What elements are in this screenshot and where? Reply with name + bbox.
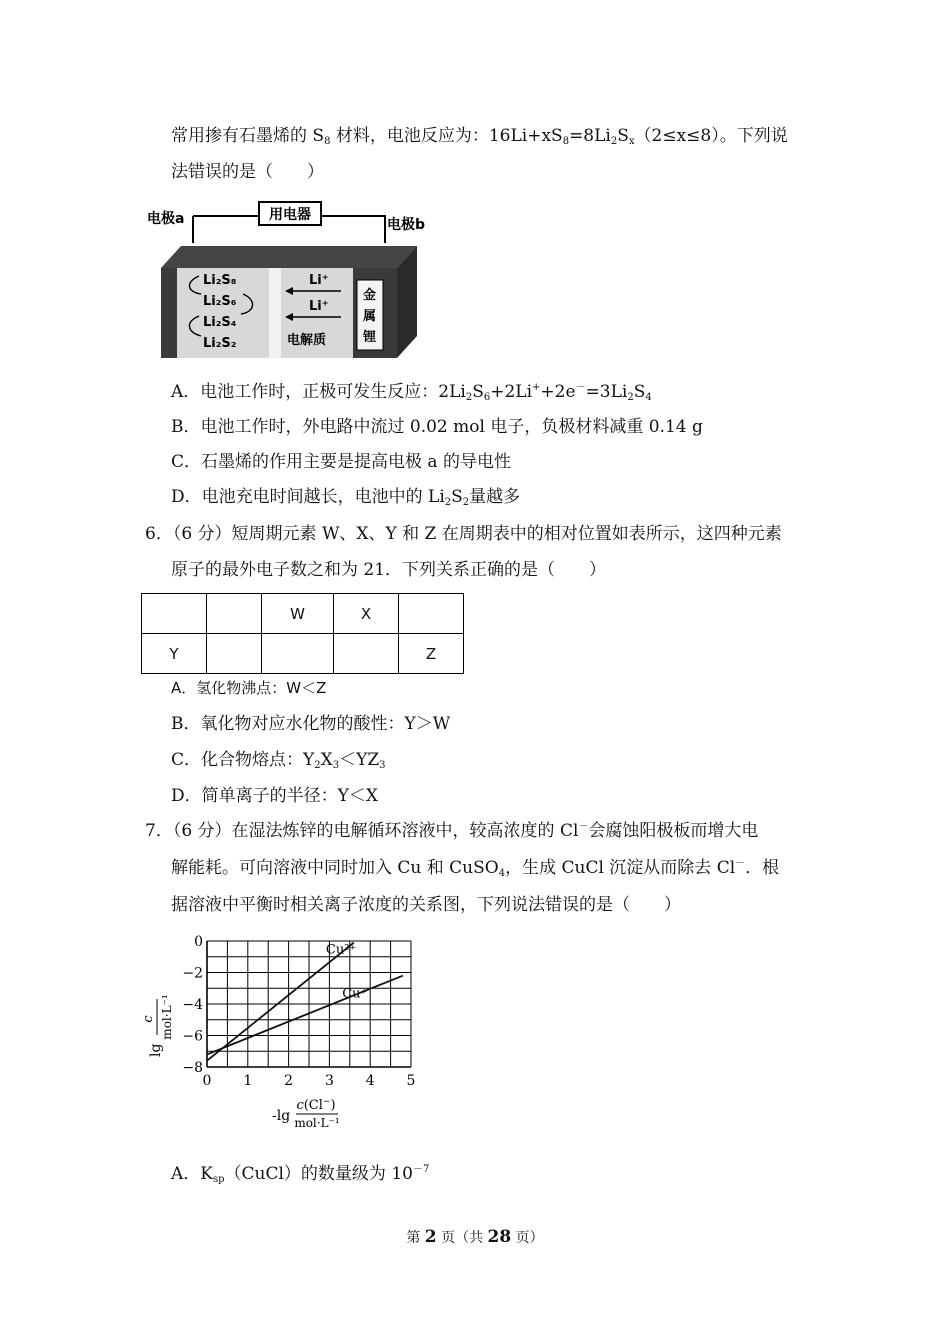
q5-intro-line1: 常用掺有石墨烯的 $S_8$ 材料，电池反应为：$16Li+xS_8=8Li_2S_x(2\le x\le 8)$。下列说 xyxy=(171,126,788,147)
svg-text:mol·L⁻¹: mol·L⁻¹ xyxy=(294,1116,340,1130)
table-cell xyxy=(399,594,464,634)
svg-text:-lg: -lg xyxy=(272,1108,291,1124)
x-tick-label: 3 xyxy=(324,1073,334,1089)
concentration-chart xyxy=(140,925,430,1140)
q7-option-a: A．$K_{sp}(CuCl)$的数量级为 $10^{-7}$ xyxy=(171,1164,430,1185)
table-cell: W xyxy=(262,594,334,634)
electrolyte-label: 电解质 xyxy=(287,333,327,348)
table-cell: Z xyxy=(399,634,464,674)
q7-stem-line1: 7．（6 分）在湿法炼锌的电解循环溶液中，较高浓度的 Cl－会腐蚀阳极板而增大电 xyxy=(145,821,759,841)
svg-text:c(Cl−): c(Cl−) xyxy=(296,1097,336,1113)
table-row xyxy=(142,594,464,634)
metal-label-3: 锂 xyxy=(363,330,377,345)
page-footer: 第 2 页（共 28 页） xyxy=(406,1227,544,1247)
table-cell xyxy=(334,634,399,674)
q6-stem-line2: 原子的最外电子数之和为 21．下列关系正确的是（ ） xyxy=(171,560,607,580)
table-row xyxy=(142,634,464,674)
electrode-a-label: 电极a xyxy=(147,211,185,227)
electrode-b-label: 电极b xyxy=(387,217,426,233)
series-label: Cu²⁺ xyxy=(325,942,357,958)
q6-stem-line1: 6．（6 分）短周期元素 W、X、Y 和 Z 在周期表中的相对位置如表所示，这四种元素 xyxy=(145,524,782,544)
q7-stem-line2: 解能耗。可向溶液中同时加入 Cu 和 CuSO$_4$，生成 CuCl 沉淀从而除去 Cl－．根 xyxy=(171,858,780,879)
q7-stem-line3: 据溶液中平衡时相关离子浓度的关系图，下列说法错误的是（ ） xyxy=(171,895,681,915)
table-cell xyxy=(207,634,262,674)
species-li2s4: Li₂S₄ xyxy=(203,315,237,330)
x-axis-label xyxy=(272,1097,340,1130)
q6-option-d: D．简单离子的半径：Y＜X xyxy=(171,786,378,806)
series-label: Cu⁺ xyxy=(342,986,368,1002)
device-label: 用电器 xyxy=(269,207,311,223)
periodic-table-fragment xyxy=(141,593,464,674)
svg-text:lg: lg xyxy=(148,1043,164,1057)
q5-option-c: C．石墨烯的作用主要是提高电极 a 的导电性 xyxy=(171,452,511,472)
y-tick-label: −4 xyxy=(182,997,203,1013)
table-cell: X xyxy=(334,594,399,634)
x-tick-label: 0 xyxy=(202,1073,212,1089)
y-axis-label xyxy=(141,994,174,1057)
table-cell: Y xyxy=(142,634,207,674)
metal-label-2: 属 xyxy=(363,309,377,324)
q5-intro-line2: 法错误的是（ ） xyxy=(171,162,324,182)
total-page-number: 28 xyxy=(487,1227,512,1247)
ion-label-1: Li⁺ xyxy=(309,273,329,288)
q6-option-a: A．氢化物沸点：W＜Z xyxy=(171,679,327,697)
metal-label-1: 金 xyxy=(363,288,377,303)
table-cell xyxy=(207,594,262,634)
q6-option-b: B．氧化物对应水化物的酸性：Y＞W xyxy=(171,714,451,734)
y-tick-label: −6 xyxy=(182,1028,203,1045)
species-li2s8: Li₂S₈ xyxy=(203,273,237,288)
q5-option-b: B．电池工作时，外电路中流过 0.02 mol 电子，负极材料减重 0.14 g xyxy=(171,417,703,437)
y-tick-label: −2 xyxy=(182,965,203,982)
species-li2s2: Li₂S₂ xyxy=(203,336,237,351)
x-tick-label: 4 xyxy=(365,1073,375,1089)
q6-option-c: C．化合物熔点：$Y_2X_3<YZ_3$ xyxy=(171,750,386,771)
y-tick-label: −8 xyxy=(182,1060,203,1076)
svg-text:mol·L⁻¹: mol·L⁻¹ xyxy=(160,994,174,1040)
species-li2s6: Li₂S₆ xyxy=(203,294,237,309)
battery-diagram xyxy=(141,196,426,364)
q5-option-d: D．电池充电时间越长，电池中的 $Li_2S_2$量越多 xyxy=(171,487,521,508)
current-page-number: 2 xyxy=(424,1227,437,1247)
series-line-cuplus xyxy=(207,976,403,1055)
svg-text:c: c xyxy=(141,1015,156,1023)
x-tick-label: 5 xyxy=(406,1073,416,1089)
y-tick-label: 0 xyxy=(194,934,203,950)
table-cell xyxy=(142,594,207,634)
x-tick-label: 2 xyxy=(284,1073,294,1089)
table-cell xyxy=(262,634,334,674)
x-tick-label: 1 xyxy=(243,1073,253,1089)
ion-label-2: Li⁺ xyxy=(309,299,329,314)
q5-option-a: A．电池工作时，正极可发生反应：$2Li_2S_6+2Li^++2e^-=3Li_2S_4$ xyxy=(171,382,652,403)
